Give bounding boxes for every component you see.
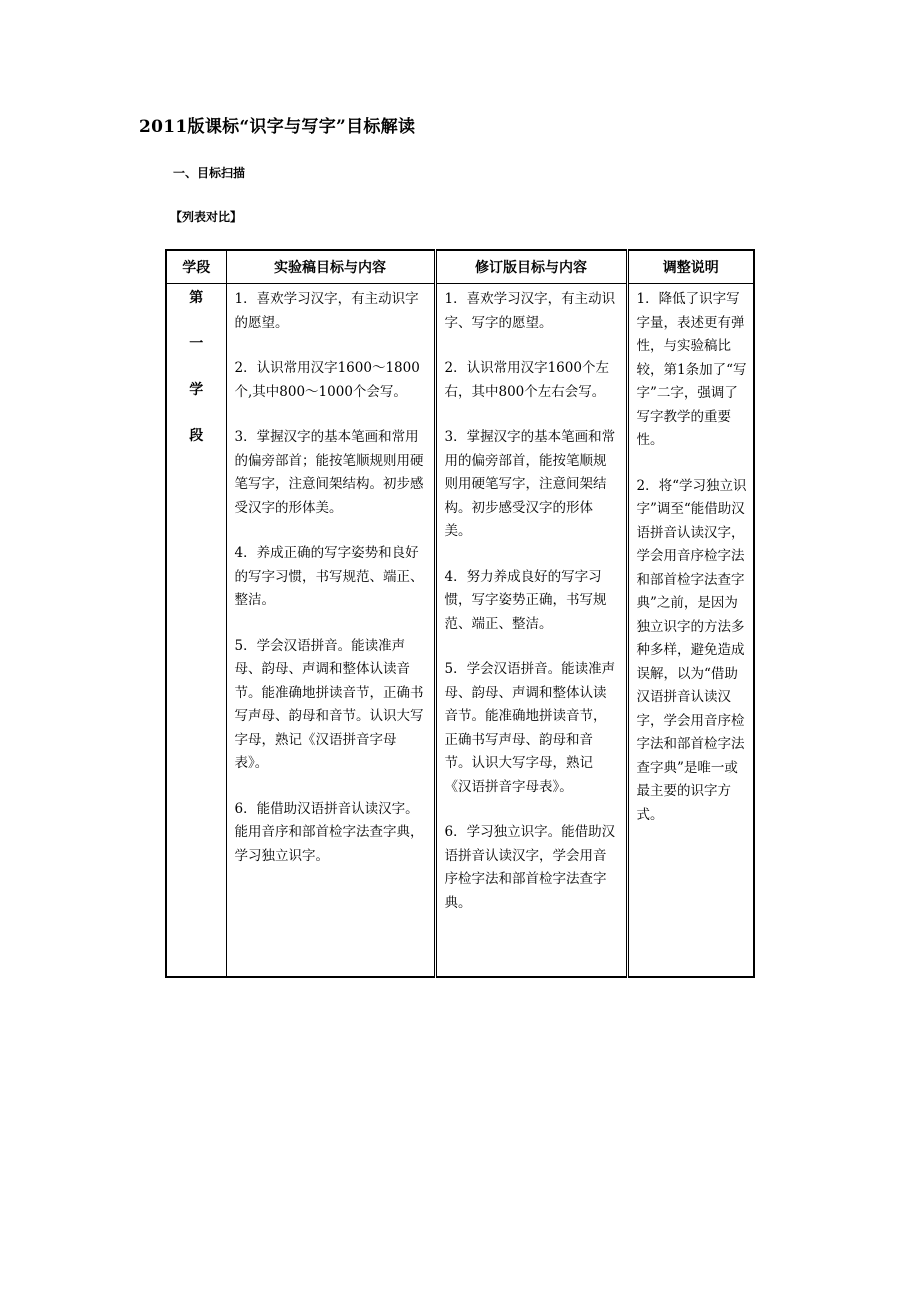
header-revised: 修订版目标与内容: [435, 250, 627, 284]
stage-cell: [166, 284, 226, 977]
header-experimental: 实验稿目标与内容: [226, 250, 435, 284]
document-title: 2011版课标“识字与写字”目标解读: [139, 117, 416, 137]
header-notes: 调整说明: [627, 250, 754, 284]
revised-cell: [435, 284, 627, 977]
note-item: 1．降低了识字写字量，表述更有弹性，与实验稿比较，第1条加了“写字”二字，强调了写字教学的重要性。: [636, 291, 747, 448]
stage-char: 段: [189, 428, 204, 444]
experimental-item: 6．能借助汉语拼音认读汉字。能用音序和部首检字法查字典，学习独立识字。: [234, 800, 424, 864]
experimental-cell: [226, 284, 435, 977]
notes-cell: [627, 284, 754, 977]
revised-item: 6．学习独立识字。能借助汉语拼音认读汉字，学会用音序检字法和部首检字法查字典。: [444, 824, 616, 911]
experimental-item: 5．学会汉语拼音。能读准声母、韵母、声调和整体认读音节。能准确地拼读音节，正确书写声母、韵母和音节。认识大写字母，熟记《汉语拼音字母表》。: [234, 637, 424, 771]
revised-item: 3．掌握汉字的基本笔画和常用的偏旁部首，能按笔顺规则用硬笔写字，注意间架结构。初步感受汉字的形体美。: [444, 429, 616, 539]
table-row: [166, 284, 754, 977]
comparison-table: [165, 249, 755, 978]
revised-item: 1．喜欢学习汉字，有主动识字、写字的愿望。: [444, 291, 616, 331]
note-item: 2．将“学习独立识字”调至“能借助汉语拼音认读汉字，学会用音序检字法和部首检字法查字典”之前，是因为独立识字的方法多种多样，避免造成误解，以为“借助汉语拼音认读汉字，学会用音序检字法和部首检字法查字典”是唯一或最主要的识字方式。: [636, 477, 747, 823]
revised-item: 2．认识常用汉字1600个左右，其中800个左右会写。: [444, 360, 609, 400]
stage-char: 第: [189, 290, 204, 306]
experimental-item: 3．掌握汉字的基本笔画和常用的偏旁部首；能按笔顺规则用硬笔写字，注意间架结构。初步感受汉字的形体美。: [234, 429, 424, 516]
stage-char: 一: [189, 336, 204, 352]
revised-item: 4．努力养成良好的写字习惯，写字姿势正确，书写规范、端正、整洁。: [444, 568, 607, 632]
header-stage: 学段: [166, 250, 226, 284]
experimental-item: 1．喜欢学习汉字，有主动识字的愿望。: [234, 291, 419, 331]
stage-char: 学: [189, 382, 204, 398]
comparison-label: 【列表对比】: [170, 210, 243, 224]
table-header-row: [166, 250, 754, 284]
experimental-item: 2．认识常用汉字1600～1800个,其中800～1000个会写。: [234, 360, 420, 400]
experimental-item: 4．养成正确的写字姿势和良好的写字习惯，书写规范、端正、整洁。: [234, 545, 424, 608]
revised-item: 5．学会汉语拼音。能读准声母、韵母、声调和整体认读音节。能准确地拼读音节，正确书写声母、韵母和音节。认识大写字母，熟记《汉语拼音字母表》。: [444, 661, 616, 795]
section-heading: 一、目标扫描: [173, 166, 246, 180]
